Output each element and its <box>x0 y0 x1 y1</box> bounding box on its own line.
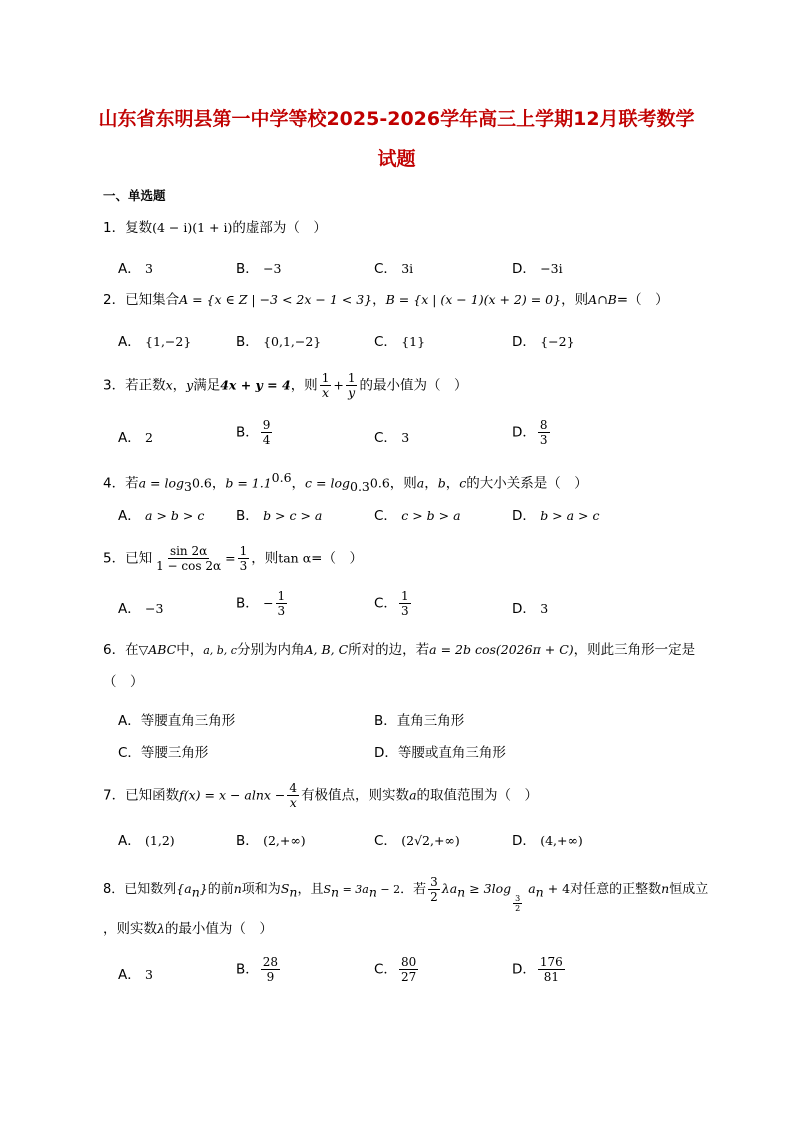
log-base-fraction: $\frac{3}{2}$ <box>515 894 521 913</box>
q5-option-a[interactable]: A． −3 <box>118 601 164 617</box>
q8-option-a[interactable]: A． 3 <box>118 967 153 983</box>
q4-option-c[interactable]: C． c > b > a <box>374 508 461 524</box>
q1-option-a[interactable]: A． 3 <box>118 261 153 277</box>
fraction: $\frac{4}{x}$ <box>289 781 298 810</box>
question-6-line2: （ ） <box>103 674 144 690</box>
fraction: $\frac{\sin 2\alpha}{1 - \cos 2\alpha}$ <box>156 544 222 573</box>
q2-option-b[interactable]: B． {0,1,−2} <box>236 334 322 350</box>
q4-option-b[interactable]: B． b > c > a <box>236 508 323 524</box>
q3-option-d[interactable]: D． $\frac{8}{3}$ <box>512 418 548 447</box>
fraction: $\frac{1}{3}$ <box>239 544 248 573</box>
q3-option-b[interactable]: B． $\frac{9}{4}$ <box>236 418 271 447</box>
question-2: 2．已知集合A = {x ∈ Z | −3 < 2x − 1 < 3}，B = {x | (x − 1)(x + 2) = 0}，则A∩B=（ ） <box>103 292 669 308</box>
q8-option-d[interactable]: D． $\frac{176}{81}$ <box>512 955 563 984</box>
q4-option-d[interactable]: D． b > a > c <box>512 508 600 524</box>
q4-option-a[interactable]: A． a > b > c <box>118 508 205 524</box>
q2-option-a[interactable]: A． {1,−2} <box>118 334 192 350</box>
q6-option-d[interactable]: D．等腰或直角三角形 <box>374 745 506 761</box>
question-8: 8．已知数列$\{a_n\}$的前n项和为$S_n$，且$S_n = 3a_n - 2$．若 $\frac{3}{2}$ $\lambda a_n \ge 3\log$ $\frac{3}{2}$ $a_n + 4$对任意的正整数n恒成立 <box>103 875 709 913</box>
q6-option-b[interactable]: B．直角三角形 <box>374 713 465 729</box>
q7-option-a[interactable]: A． (1,2) <box>118 833 175 849</box>
q3-option-c[interactable]: C． 3 <box>374 430 410 446</box>
fraction: $\frac{1}{y}$ <box>347 371 356 400</box>
q5-option-d[interactable]: D． 3 <box>512 601 549 617</box>
q6-option-c[interactable]: C．等腰三角形 <box>118 745 209 761</box>
section-heading: 一、单选题 <box>103 188 166 203</box>
q8-option-c[interactable]: C． $\frac{80}{27}$ <box>374 955 417 984</box>
question-3: 3．若正数x，y满足4x + y = 4，则 $\frac{1}{x}$ + $\frac{1}{y}$ 的最小值为（ ） <box>103 371 468 400</box>
document-title-line2: 试题 <box>377 148 416 170</box>
q3-option-a[interactable]: A． 2 <box>118 430 153 446</box>
q7-option-b[interactable]: B． (2,+∞) <box>236 833 306 849</box>
question-7: 7．已知函数f(x) = x − alnx − $\frac{4}{x}$ 有极值点，则实数a的取值范围为（ ） <box>103 781 539 810</box>
q6-option-a[interactable]: A．等腰直角三角形 <box>118 713 236 729</box>
q7-option-c[interactable]: C． (2√2,+∞) <box>374 833 460 849</box>
q5-option-c[interactable]: C． $\frac{1}{3}$ <box>374 589 409 618</box>
document-title-line1: 山东省东明县第一中学等校2025-2026学年高三上学期12月联考数学 <box>98 108 695 130</box>
q1-option-b[interactable]: B． −3 <box>236 261 282 277</box>
q1-option-c[interactable]: C． 3i <box>374 261 414 277</box>
question-6: 6．在▽ABC中，a, b, c分别为内角A, B, C所对的边，若a = 2b cos(2026π + C)，则此三角形一定是 <box>103 642 696 658</box>
q8-option-b[interactable]: B． $\frac{28}{9}$ <box>236 955 279 984</box>
q2-option-c[interactable]: C． {1} <box>374 334 426 350</box>
q7-option-d[interactable]: D． (4,+∞) <box>512 833 583 849</box>
question-1: 1．复数(4 − i)(1 + i)的虚部为（ ） <box>103 220 327 236</box>
question-4: 4．若$a = \log_30.6$，$b = 1.1^{0.6}$，$c = \log_{0.3}0.6$，则a，b，c的大小关系是（ ） <box>103 470 588 495</box>
question-5: 5．已知 $\frac{\sin 2\alpha}{1 - \cos 2\alpha}$ = $\frac{1}{3}$ ，则tan α=（ ） <box>103 544 363 573</box>
q5-option-b[interactable]: B． − $\frac{1}{3}$ <box>236 589 286 618</box>
question-8-line2: ，则实数λ的最小值为（ ） <box>103 921 273 937</box>
q1-option-d[interactable]: D． −3i <box>512 261 563 277</box>
q2-option-d[interactable]: D． {−2} <box>512 334 575 350</box>
fraction: $\frac{3}{2}$ <box>430 875 438 904</box>
fraction: $\frac{1}{x}$ <box>321 371 330 400</box>
